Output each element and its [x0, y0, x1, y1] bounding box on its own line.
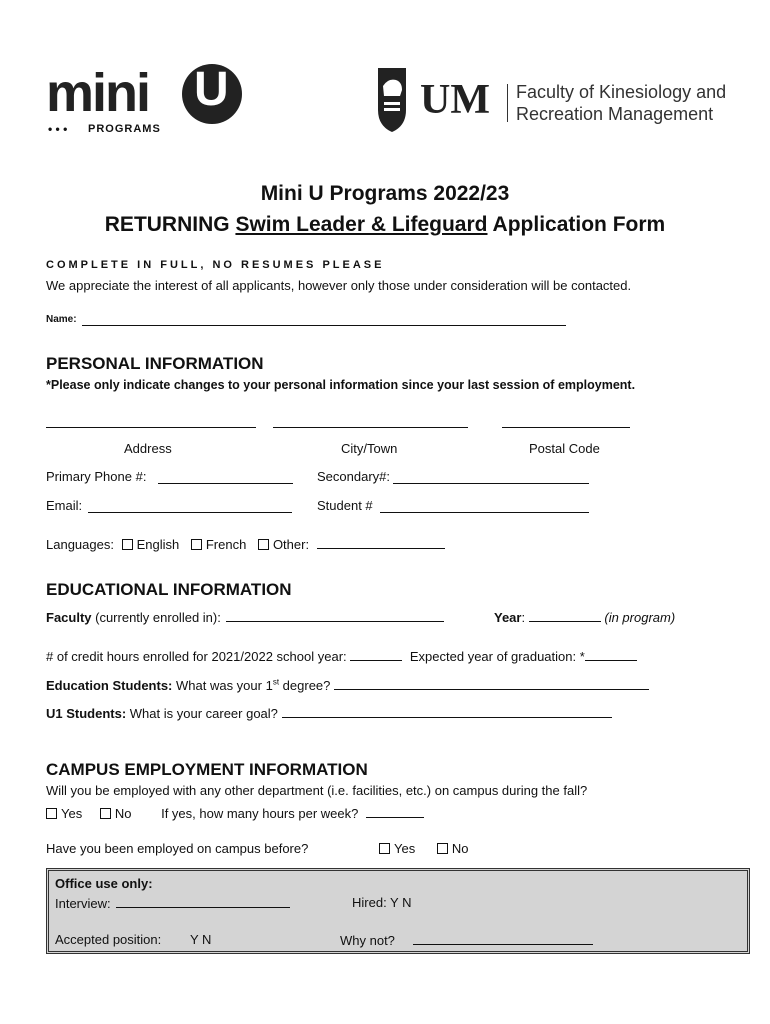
campus-q1: Will you be employed with any other department (i.e. facilities, etc.) on campus during the fall? [46, 783, 588, 798]
um-letters: UM [420, 77, 490, 123]
name-label: Name: [46, 314, 77, 325]
mini-u-logo [46, 62, 246, 140]
career-goal-field[interactable] [282, 705, 612, 718]
faculty-label-bold: Faculty [46, 610, 92, 625]
year-row [494, 609, 675, 625]
year-field[interactable] [529, 609, 601, 622]
interview-row [55, 895, 290, 911]
education-students-question: What was your 1 [172, 678, 273, 693]
credit-hours-field[interactable] [350, 648, 402, 661]
primary-phone-field[interactable] [158, 483, 293, 484]
um-logo [374, 64, 744, 136]
mini-u-logo-u: U [194, 63, 229, 116]
mini-u-logo-programs: PROGRAMS [88, 123, 161, 135]
education-students-question-end: degree? [279, 678, 331, 693]
first-degree-field[interactable] [334, 677, 649, 690]
bison-crest-icon [374, 66, 410, 134]
title-position: Swim Leader & Lifeguard [235, 213, 488, 236]
education-students-sup: st [272, 677, 280, 687]
credit-hours-label: # of credit hours enrolled for 2021/2022 school year: [46, 649, 347, 664]
other-language-field[interactable] [317, 536, 445, 549]
address-field[interactable] [46, 427, 256, 428]
faculty-row [46, 609, 444, 625]
hours-per-week-label: If yes, how many hours per week? [161, 806, 359, 821]
address-label: Address [124, 441, 172, 456]
campus-employment-heading: CAMPUS EMPLOYMENT INFORMATION [46, 760, 368, 779]
title-returning: RETURNING [104, 213, 236, 236]
secondary-phone-field[interactable] [393, 483, 589, 484]
faculty-label-rest: (currently enrolled in): [91, 610, 221, 625]
complete-in-full-notice: COMPLETE IN FULL, NO RESUMES PLEASE [46, 259, 385, 271]
secondary-phone-label: Secondary#: [317, 469, 390, 484]
education-students-label: Education Students: [46, 678, 173, 693]
campus-q2: Have you been employed on campus before? [46, 841, 309, 856]
in-program-note: (in program) [604, 610, 676, 625]
q1-no-label: No [114, 806, 132, 821]
um-faculty-line1: Faculty of Kinesiology and [516, 82, 727, 102]
languages-row [46, 536, 445, 552]
other-checkbox[interactable] [258, 539, 269, 550]
city-label: City/Town [341, 441, 398, 456]
appreciate-notice: We appreciate the interest of all applicants, however only those under consideration will be contacted. [46, 278, 632, 293]
student-number-label: Student # [317, 498, 373, 513]
form-title-line2 [0, 213, 770, 237]
year-label: Year [494, 610, 522, 625]
personal-info-heading: PERSONAL INFORMATION [46, 354, 264, 373]
accepted-position-label: Accepted position: [55, 932, 162, 947]
q1-no-checkbox[interactable] [100, 808, 111, 819]
um-faculty-line2: Recreation Management [516, 104, 714, 124]
mini-u-logo-word: mini [46, 63, 150, 123]
why-not-field[interactable] [413, 932, 593, 945]
primary-phone-label: Primary Phone #: [46, 469, 147, 484]
interview-label: Interview: [55, 896, 111, 911]
year-colon: : [521, 610, 526, 625]
expected-graduation-label: Expected year of graduation: * [409, 649, 585, 664]
credit-hours-row [46, 648, 637, 664]
french-label: French [205, 537, 247, 552]
languages-label: Languages: [46, 537, 114, 552]
office-use-box [46, 868, 750, 954]
form-title-line1: Mini U Programs 2022/23 [260, 182, 510, 205]
expected-graduation-field[interactable] [585, 648, 637, 661]
personal-info-note: *Please only indicate changes to your personal information since your last session of employment. [46, 378, 636, 392]
campus-q1-answers [46, 805, 424, 821]
title-application-form: Application Form [487, 213, 666, 236]
hired-label: Hired: Y N [352, 895, 412, 910]
q1-yes-checkbox[interactable] [46, 808, 57, 819]
u1-students-question: What is your career goal? [126, 706, 278, 721]
office-use-title: Office use only: [55, 876, 153, 891]
accepted-position-yn: Y N [190, 932, 212, 947]
why-not-row [340, 932, 593, 948]
mini-u-logo-dots: • • • [48, 122, 68, 136]
um-divider [507, 84, 508, 122]
postal-code-label: Postal Code [529, 441, 600, 456]
english-checkbox[interactable] [122, 539, 133, 550]
hours-per-week-field[interactable] [366, 805, 424, 818]
email-field[interactable] [88, 512, 292, 513]
u1-students-row [46, 705, 612, 721]
q2-no-checkbox[interactable] [437, 843, 448, 854]
why-not-label: Why not? [340, 933, 395, 948]
city-field[interactable] [273, 427, 468, 428]
other-label: Other: [272, 537, 310, 552]
english-label: English [136, 537, 180, 552]
u1-students-label: U1 Students: [46, 706, 127, 721]
q1-yes-label: Yes [61, 806, 83, 821]
q2-yes-label: Yes [394, 841, 416, 856]
q2-yes-checkbox[interactable] [379, 843, 390, 854]
q2-no-label: No [451, 841, 469, 856]
email-label: Email: [46, 498, 83, 513]
education-students-row [46, 677, 649, 693]
interview-field[interactable] [116, 895, 290, 908]
student-number-field[interactable] [380, 512, 589, 513]
educational-info-heading: EDUCATIONAL INFORMATION [46, 580, 292, 599]
faculty-field[interactable] [226, 609, 444, 622]
french-checkbox[interactable] [191, 539, 202, 550]
postal-code-field[interactable] [502, 427, 630, 428]
campus-q2-answers [379, 841, 468, 856]
name-field[interactable] [82, 325, 566, 326]
